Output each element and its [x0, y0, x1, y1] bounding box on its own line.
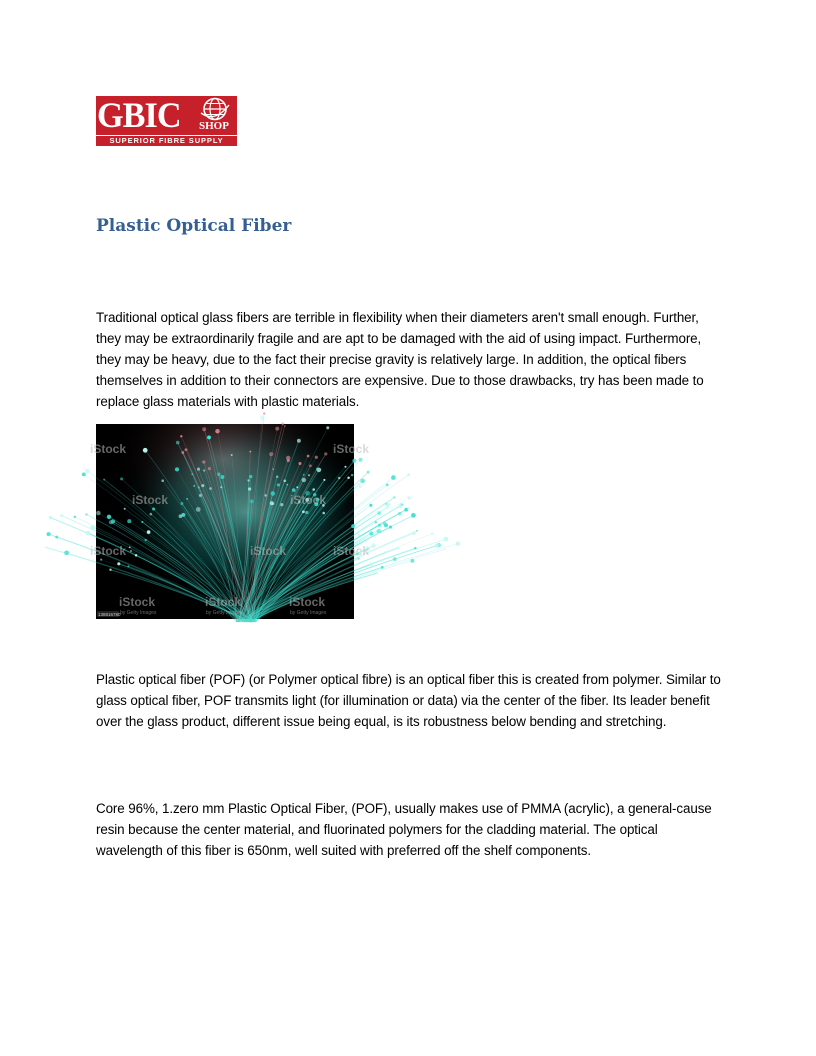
fiber-tip	[117, 562, 120, 565]
fiber-tip	[96, 511, 100, 515]
fiber-tip	[265, 494, 267, 496]
fiber-tip	[275, 427, 279, 431]
fiber-tip	[393, 557, 397, 561]
fiber-tip	[175, 467, 179, 471]
fiber-tip	[270, 501, 274, 505]
fiber-tip	[217, 472, 220, 475]
watermark-text: iStock	[119, 595, 156, 609]
fiber-tip	[49, 516, 53, 520]
fiber-tip	[198, 486, 200, 488]
fiber-tip	[196, 507, 201, 512]
fiber-tip	[281, 422, 284, 425]
fiber-tip	[249, 451, 251, 453]
fiber-tip	[397, 547, 400, 550]
fiber-tip	[260, 415, 265, 420]
fiber-tip	[109, 569, 111, 571]
fiber-tip	[389, 526, 392, 529]
watermark-subtext: by Getty Images	[120, 610, 157, 616]
fiber-tip	[444, 537, 449, 542]
fiber-tip	[312, 488, 315, 491]
fiber-tip	[378, 524, 381, 527]
paragraph-pof-definition: Plastic optical fiber (POF) (or Polymer optical fibre) is an optical fiber this is created from polymer. Similar to glass optical fiber, POF transmits light (for illumination or data) via the center of the fiber. Its leader benefit over the glass product, different issue being equal, is its robustness below bending and stretching.	[96, 672, 721, 729]
fiber-tip	[407, 507, 410, 510]
fiber-tip	[231, 454, 233, 456]
fiber-tip	[60, 514, 63, 517]
fiber-tip	[55, 536, 58, 539]
stock-code: 138816780	[98, 612, 121, 617]
fiber-tip	[180, 435, 182, 437]
fiber-tip	[384, 523, 388, 527]
fiber-tip	[85, 513, 87, 515]
fiber-tip	[197, 468, 200, 471]
fiber-tip	[302, 510, 305, 513]
fiber-tip	[120, 477, 123, 480]
fiber-tip	[302, 478, 306, 482]
fiber-tip	[130, 550, 132, 552]
fiber-tip	[263, 412, 265, 414]
fiber-tip	[435, 543, 439, 547]
fiber-tip	[305, 511, 308, 514]
fiber-tip	[414, 547, 417, 550]
fiber-tip	[283, 479, 286, 482]
fiber-tip	[250, 499, 254, 503]
fiber-tip	[408, 496, 412, 500]
fiber-tip	[326, 426, 329, 429]
fiber-tip	[377, 529, 381, 533]
fiber-tip	[360, 479, 365, 484]
fiber-tip	[143, 448, 148, 453]
fiber-tip	[203, 469, 205, 471]
fiber-tip	[277, 483, 280, 486]
fiber-tip	[381, 566, 384, 569]
logo-shop-text: SHOP	[199, 120, 229, 132]
fiber-tip	[366, 540, 368, 542]
fiber-tip	[64, 550, 69, 555]
fiber-tip	[179, 514, 183, 518]
fiber-tip	[407, 473, 410, 476]
fiber-tip	[280, 503, 283, 506]
fiber-tip	[352, 459, 356, 463]
fiber-tip	[147, 530, 151, 534]
fiber-tip	[276, 475, 279, 478]
watermark-text: iStock	[290, 493, 327, 507]
fiber-tip	[398, 512, 402, 516]
fiber-tip	[316, 468, 319, 471]
watermark-text: iStock	[132, 493, 169, 507]
fiber-tip	[220, 475, 224, 479]
fiber-tip	[127, 565, 129, 567]
fiber-tip	[297, 439, 301, 443]
fiber-tip	[386, 503, 390, 507]
fiber-tip	[284, 425, 286, 427]
fiber-tip	[391, 475, 396, 480]
fiber-tip	[456, 541, 461, 546]
fiber-tip	[351, 524, 355, 528]
page-title: Plastic Optical Fiber	[96, 216, 292, 236]
fiber-tip	[359, 485, 362, 488]
fiber-tip	[359, 458, 363, 462]
fiber-tip	[385, 551, 387, 553]
fiber-tip	[103, 479, 105, 481]
fiber-tip	[208, 467, 211, 470]
fiber-tip	[271, 491, 276, 496]
fiber-tip	[247, 479, 249, 481]
logo-tagline: SUPERIOR FIBRE SUPPLY	[96, 135, 237, 147]
watermark-text: iStock	[333, 544, 370, 558]
fiber-tip	[351, 474, 353, 476]
fiber-tip	[303, 474, 305, 476]
fiber-tip	[186, 498, 188, 500]
fiber-tip	[145, 539, 147, 541]
fiber-tip	[215, 429, 220, 434]
fiber-tip	[367, 471, 370, 474]
fiber-tip	[181, 451, 184, 454]
fiber-tip	[309, 464, 312, 467]
watermark-subtext: by Getty Images	[206, 610, 243, 616]
fiber-tip	[100, 559, 102, 561]
fiber-tip	[202, 460, 205, 463]
fiber-tip	[315, 456, 318, 459]
fiber-tip	[322, 512, 325, 515]
globe-icon	[200, 97, 230, 121]
fiber-tip	[286, 456, 290, 460]
fiber-tip	[338, 477, 340, 479]
fiber-tip	[364, 538, 366, 540]
fiber-tip	[299, 462, 302, 465]
fiber-tip	[180, 502, 183, 505]
fiber-tip	[269, 452, 273, 456]
fiber-tip	[307, 455, 310, 458]
fiber-tip	[323, 479, 325, 481]
fiber-tip	[416, 530, 418, 532]
fiber-optic-photo	[90, 424, 370, 619]
paragraph-intro: Traditional optical glass fibers are terrible in flexibility when their diameters aren't small enough. Further, they may be extraordinarily fragile and are apt to be damaged with the aid of using impact. Furthermore, they may be heavy, due to the fact their precise gravity is relatively large. In addition, the optical fibers themselves in addition to their connectors are expensive. Due to those drawbacks, try has been made to replace glass materials with plastic materials.	[96, 310, 704, 409]
fiber-tip	[431, 532, 434, 535]
fiber-tip	[45, 547, 47, 549]
fiber-tip	[209, 487, 212, 490]
fiber-tip	[358, 533, 361, 536]
fiber-tip	[324, 452, 327, 455]
fiber-tip	[207, 435, 211, 439]
fiber-tip	[191, 473, 193, 475]
fiber-tip	[393, 496, 395, 498]
watermark-text: iStock	[250, 544, 287, 558]
fiber-tip	[220, 486, 222, 488]
watermark-text: iStock	[289, 595, 326, 609]
fiber-tip	[287, 484, 289, 486]
fiber-tip	[185, 448, 188, 451]
fiber-tip	[86, 531, 91, 536]
fiber-tip	[202, 427, 206, 431]
fiber-tip	[47, 533, 50, 536]
fiber-tip	[412, 531, 416, 535]
fiber-tip	[410, 559, 414, 563]
fiber-tip	[201, 484, 204, 487]
fiber-tip	[152, 507, 155, 510]
fiber-tip	[308, 474, 310, 476]
fiber-tip	[141, 521, 143, 523]
fiber-tip	[376, 572, 378, 574]
gbic-shop-logo	[96, 96, 237, 146]
fiber-tip	[74, 516, 76, 518]
logo-wordmark: GBIC	[97, 95, 181, 135]
fiber-tip	[292, 488, 296, 492]
fiber-tip	[135, 554, 137, 556]
fiber-tip	[272, 468, 274, 470]
fiber-tip	[90, 525, 95, 530]
fiber-tip	[371, 543, 376, 548]
fiber-tip	[124, 508, 126, 510]
fiber-tip	[199, 494, 202, 497]
fiber-tip	[411, 513, 416, 518]
fiber-tip	[248, 487, 251, 490]
watermark-text: iStock	[90, 544, 127, 558]
fiber-tip	[82, 472, 86, 476]
fiber-tip	[249, 475, 252, 478]
fiber-tip	[107, 515, 111, 519]
fiber-tip	[193, 485, 195, 487]
watermark-text: iStock	[333, 442, 370, 456]
fiber-tip	[375, 521, 377, 523]
fiber-tip	[377, 511, 381, 515]
fiber-tip	[386, 484, 389, 487]
fiber-tip	[85, 469, 90, 474]
fiber-tip	[369, 504, 372, 507]
fiber-optic-image	[90, 424, 370, 619]
fiber-tip	[344, 466, 346, 468]
watermark-subtext: by Getty Images	[290, 610, 327, 616]
fiber-tip	[176, 441, 180, 445]
fiber-tip	[129, 546, 131, 548]
fiber-tip	[369, 532, 373, 536]
paragraph-pof-specs: Core 96%, 1.zero mm Plastic Optical Fiber, (POF), usually makes use of PMMA (acrylic), a general-cause resin because the center material, and fluorinated polymers for the cladding material. The optical wavelength of this fiber is 650nm, well suited with preferred off the shelf components.	[96, 801, 712, 858]
fiber-tip	[161, 479, 164, 482]
fiber-tip	[369, 563, 373, 567]
watermark-text: iStock	[90, 442, 127, 456]
fiber-tip	[149, 513, 152, 516]
fiber-tip	[444, 549, 446, 551]
fiber-tip	[127, 519, 131, 523]
watermark-text: iStock	[205, 595, 242, 609]
fiber-tip	[347, 477, 350, 480]
fiber-tip	[296, 486, 298, 488]
fiber-tip	[109, 520, 113, 524]
fiber-tip	[399, 504, 403, 508]
